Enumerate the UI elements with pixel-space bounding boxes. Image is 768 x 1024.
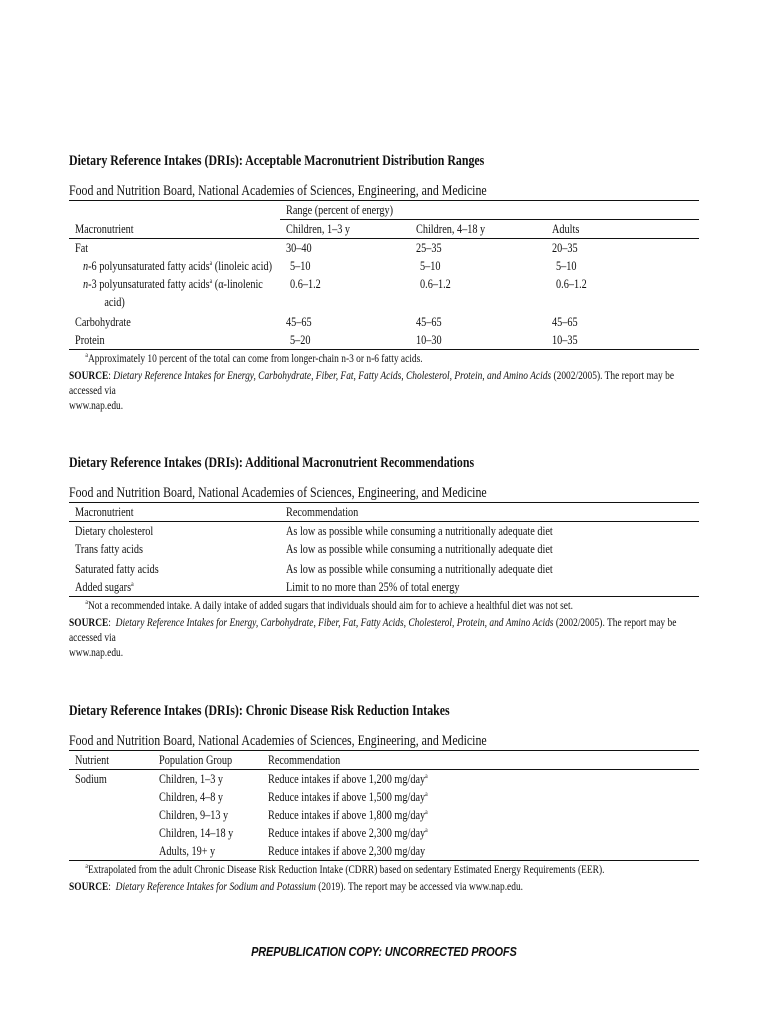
additional-table <box>69 502 699 597</box>
additional-subtitle: Food and Nutrition Board, National Academies of Sciences, Engineering, and Medicine <box>69 485 487 501</box>
table-row: Protein 5–20 10–30 10–35 <box>69 331 699 350</box>
col-macronutrient: Macronutrient <box>75 221 134 236</box>
table-row: n-3 polyunsaturated fatty acids$^a$ (α-linolenic acid) 0.6–1.2 0.6–1.2 0.6–1.2 <box>83 276 587 309</box>
cdrr-source: SOURCE: Dietary Reference Intakes for Sodium and Potassium (2019). The report may be accessed via www.nap.edu. <box>69 881 524 893</box>
amdr-footnote: $^a$Approximately 10 percent of the total can come from longer-chain n-3 or n-6 fatty acids. <box>85 351 423 365</box>
table-row: Added sugars$^a$ Limit to no more than 25% of total energy <box>69 578 699 597</box>
col-children-4-18: Children, 4–18 y <box>416 222 486 236</box>
col-recommendation: Recommendation <box>286 505 359 519</box>
prepublication-footer: PREPUBLICATION COPY: UNCORRECTED PROOFS <box>251 945 517 959</box>
table-row: Fat 30–40 25–35 20–35 <box>75 241 578 255</box>
table-row: Saturated fatty acids As low as possible while consuming a nutritionally adequate diet <box>75 562 553 576</box>
cdrr-table <box>69 750 699 861</box>
amdr-source: SOURCE: Dietary Reference Intakes for Energy, Carbohydrate, Fiber, Fat, Fatty Acids, Cholesterol, Protein, and Amino Acids (2002/2005). The report may be accessed via www.nap.edu. <box>69 370 675 412</box>
table-row: Children, 9–13 y Reduce intakes if above 1,800 mg/day$^a$ <box>159 807 428 822</box>
additional-source: SOURCE: Dietary Reference Intakes for Energy, Carbohydrate, Fiber, Fat, Fatty Acids, Cholesterol, Protein, and Amino Acids (2002/2005). The report may be accessed via www.nap.edu. <box>69 617 677 659</box>
range-header: Range (percent of energy) <box>280 201 699 220</box>
additional-section <box>69 454 699 661</box>
col-macronutrient: Macronutrient <box>75 505 134 519</box>
table-row: Children, 14–18 y Reduce intakes if above 2,300 mg/day$^a$ <box>159 825 428 840</box>
table-row: n-6 polyunsaturated fatty acids$^a$ (linoleic acid) 5–10 5–10 5–10 <box>83 258 577 273</box>
col-children-1-3: Children, 1–3 y <box>286 222 351 236</box>
col-nutrient: Nutrient <box>75 753 110 767</box>
amdr-subtitle: Food and Nutrition Board, National Academies of Sciences, Engineering, and Medicine <box>69 183 487 199</box>
additional-footnote: $^a$Not a recommended intake. A daily intake of added sugars that individuals should aim for to achieve a healthful diet was not set. <box>85 598 573 612</box>
amdr-table <box>69 200 699 350</box>
cdrr-title: Dietary Reference Intakes (DRIs): Chronic Disease Risk Reduction Intakes <box>69 703 450 719</box>
table-row: Adults, 19+ y Reduce intakes if above 2,300 mg/day <box>69 842 699 861</box>
cdrr-footnote: $^a$Extrapolated from the adult Chronic Disease Risk Reduction Intake (CDRR) based on sedentary Estimated Energy Requirements (EER). <box>85 862 605 876</box>
table-row: Children, 4–8 y Reduce intakes if above 1,500 mg/day$^a$ <box>159 789 428 804</box>
nutrient-sodium: Sodium <box>75 772 107 786</box>
col-adults: Adults <box>552 222 580 236</box>
col-population-group: Population Group <box>159 753 233 767</box>
amdr-section <box>69 152 699 414</box>
table-row: Sodium Children, 1–3 y Reduce intakes if above 1,200 mg/day$^a$ <box>69 770 699 789</box>
cdrr-subtitle: Food and Nutrition Board, National Academies of Sciences, Engineering, and Medicine <box>69 733 487 749</box>
amdr-title: Dietary Reference Intakes (DRIs): Acceptable Macronutrient Distribution Ranges <box>69 153 485 169</box>
additional-title: Dietary Reference Intakes (DRIs): Additional Macronutrient Recommendations <box>69 455 475 471</box>
table-row: Trans fatty acids As low as possible while consuming a nutritionally adequate diet <box>75 542 553 556</box>
cdrr-section <box>69 702 699 895</box>
table-row: Dietary cholesterol As low as possible while consuming a nutritionally adequate diet <box>75 524 553 538</box>
col-recommendation: Recommendation <box>268 753 341 767</box>
table-row: Carbohydrate 45–65 45–65 45–65 <box>75 315 578 329</box>
